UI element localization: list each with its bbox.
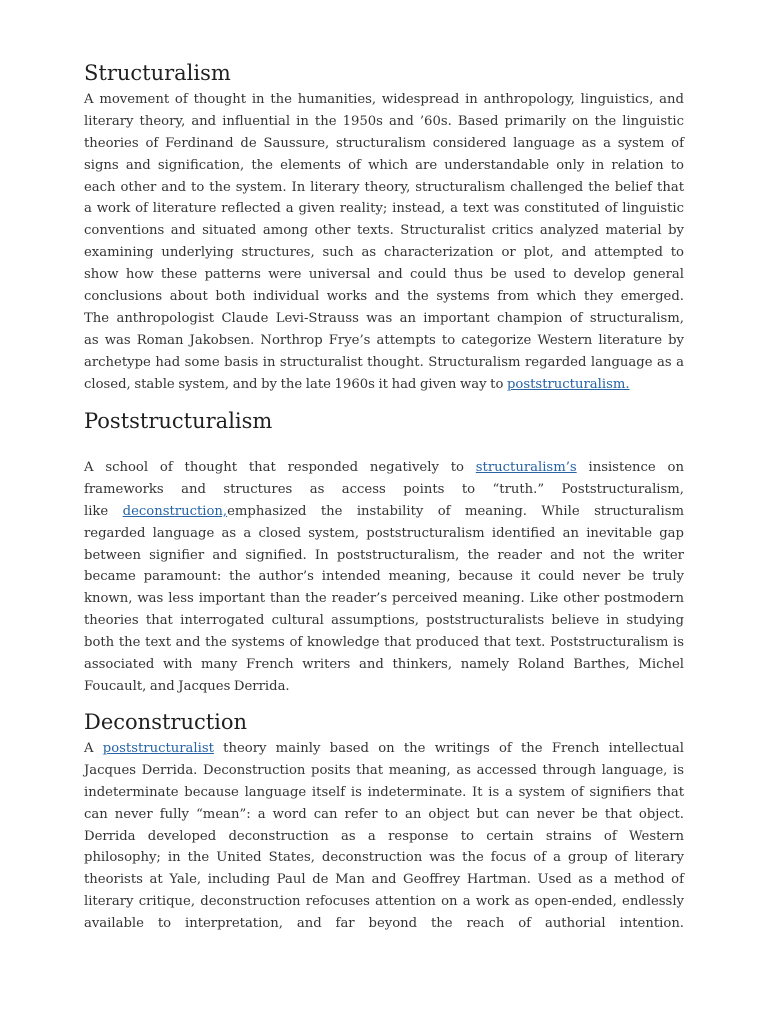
text-line [84, 286, 684, 308]
text-line [84, 738, 684, 760]
text-line [84, 501, 684, 523]
text-line [84, 523, 684, 545]
inline-link[interactable]: deconstruction, [122, 503, 228, 519]
text-segment: associated with many French writers and thinkers, namely Roland Barthes, Michel [84, 657, 684, 673]
text-line [84, 804, 684, 826]
text-line [84, 177, 684, 199]
inline-link[interactable]: poststructuralism. [506, 376, 630, 392]
text-line [84, 847, 684, 869]
text-line [84, 479, 684, 501]
text-segment: Jacques Derrida. Deconstruction posits that meaning, as accessed through language, is [84, 762, 684, 778]
paragraph-poststructuralism [84, 457, 684, 698]
text-segment: as was Roman Jakobsen. Northrop Frye’s attempts to categorize Western literature by [84, 332, 684, 348]
inline-link[interactable]: poststructuralist [102, 741, 214, 756]
text-line [84, 891, 684, 913]
text-segment: theorists at Yale, including Paul de Man and Geoffrey Hartman. Used as a method of [84, 872, 684, 888]
text-segment: theory mainly based on the writings of the French intellectual [213, 741, 684, 756]
text-line [84, 133, 684, 155]
heading-deconstruction: Deconstruction [84, 710, 248, 734]
text-line [84, 155, 684, 177]
text-segment: a work of literature reflected a given reality; instead, a text was constituted of linguistic [84, 201, 684, 217]
text-line [84, 352, 684, 374]
text-segment: closed, stable system, and by the late 1960s it had given way to [84, 376, 507, 392]
text-line [84, 242, 684, 264]
text-line [84, 654, 684, 676]
text-segment: each other and to the system. In literary theory, structuralism challenged the belief that [84, 179, 684, 195]
text-line [84, 264, 684, 286]
text-segment: known, was less important than the reader’s perceived meaning. Like other postmodern [84, 591, 684, 607]
text-segment: like [84, 503, 123, 519]
text-line [84, 610, 684, 632]
heading-structuralism: Structuralism [84, 61, 231, 85]
paragraph-structuralism [84, 89, 684, 395]
text-line [84, 457, 684, 479]
text-segment: insistence on [576, 460, 684, 475]
text-line [84, 220, 684, 242]
text-line [84, 913, 684, 935]
text-segment: The anthropologist Claude Levi-Strauss was an important champion of structuralism, [84, 310, 684, 326]
text-segment: literary critique, deconstruction refocuses attention on a work as open-ended, endlessly [84, 894, 684, 910]
text-line [84, 308, 684, 330]
text-line [84, 676, 684, 698]
text-segment: Derrida developed deconstruction as a response to certain strains of Western [84, 828, 684, 844]
text-segment: regarded language as a closed system, poststructuralism identified an inevitable gap [84, 525, 684, 541]
text-segment: A school of thought that responded negatively to [84, 460, 476, 475]
text-line [84, 89, 684, 111]
inline-link[interactable]: structuralism’s [475, 460, 577, 475]
text-segment: emphasized the instability of meaning. While structuralism [227, 503, 684, 519]
text-segment: available to interpretation, and far beyond the reach of authorial intention. [84, 916, 684, 932]
text-line [84, 111, 684, 133]
text-line [84, 632, 684, 654]
text-line [84, 545, 684, 567]
text-segment: A movement of thought in the humanities, widespread in anthropology, linguistics, and [84, 92, 684, 107]
text-line [84, 782, 684, 804]
text-line [84, 760, 684, 782]
text-segment: both the text and the systems of knowledge that produced that text. Poststructuralism is [84, 635, 684, 651]
text-segment: conclusions about both individual works and the systems from which they emerged. [84, 289, 684, 305]
text-segment: frameworks and structures as access points to “truth.” Poststructuralism, [84, 481, 684, 497]
text-segment: examining underlying structures, such as characterization or plot, and attempted to [84, 245, 684, 261]
text-segment: conventions and situated among other texts. Structuralist critics analyzed material by [84, 223, 684, 239]
text-segment: can never fully “mean”: a word can refer to an object but can never be that object. [84, 806, 684, 822]
text-line [84, 566, 684, 588]
text-segment: Foucault, and Jacques Derrida. [84, 678, 290, 694]
text-segment: became paramount: the author’s intended meaning, because it could never be truly [84, 569, 684, 585]
text-segment: show how these patterns were universal and could thus be used to develop general [84, 267, 684, 283]
text-segment: theories of Ferdinand de Saussure, structuralism considered language as a system of [84, 135, 684, 151]
text-segment: between signifier and signified. In poststructuralism, the reader and not the writer [84, 547, 684, 563]
heading-poststructuralism: Poststructuralism [84, 409, 273, 433]
text-line [84, 869, 684, 891]
text-line [84, 374, 684, 396]
text-line [84, 826, 684, 848]
text-line [84, 330, 684, 352]
text-segment: theories that interrogated cultural assumptions, poststructuralists believe in studying [84, 613, 684, 629]
text-segment: literary theory, and influential in the 1950s and ’60s. Based primarily on the linguistic [84, 113, 684, 129]
text-segment: signs and signification, the elements of which are understandable only in relation to [84, 157, 684, 173]
text-segment: A [84, 741, 103, 756]
text-segment: archetype had some basis in structuralist thought. Structuralism regarded language as a [84, 354, 684, 370]
text-line [84, 588, 684, 610]
paragraph-deconstruction [84, 738, 684, 935]
text-segment: philosophy; in the United States, deconstruction was the focus of a group of literary [84, 850, 684, 866]
text-segment: indeterminate because language itself is indeterminate. It is a system of signifiers that [84, 784, 684, 800]
text-line [84, 198, 684, 220]
